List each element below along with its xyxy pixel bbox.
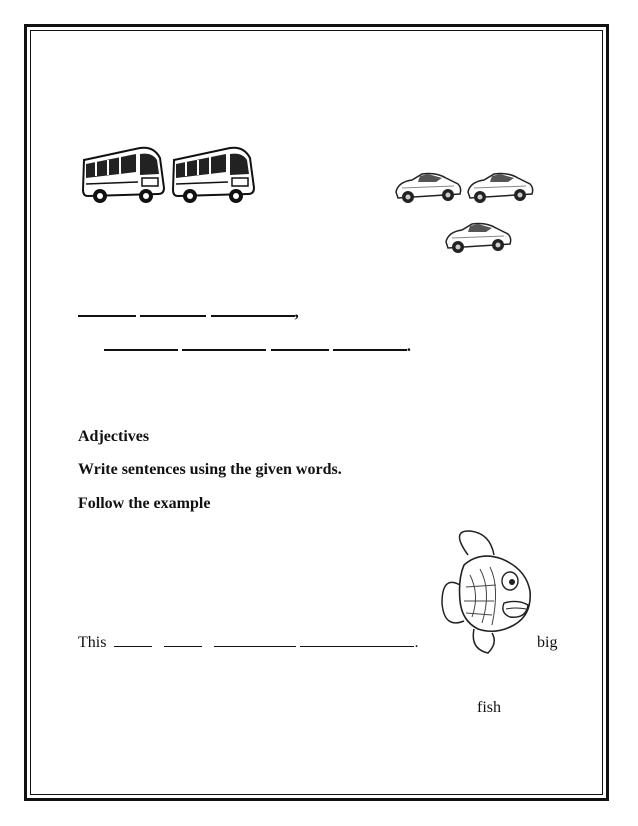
bus-icon [170, 142, 258, 206]
given-word-fish: fish [477, 699, 501, 716]
fish-icon [440, 525, 540, 655]
sentence-punctuation: . [414, 634, 419, 651]
section-title: Adjectives [78, 428, 150, 445]
line-punctuation: . [406, 336, 411, 355]
blank[interactable] [211, 314, 295, 317]
answer-line-2 [104, 336, 411, 356]
blank[interactable] [182, 348, 266, 351]
blank[interactable] [78, 314, 136, 317]
blank[interactable] [271, 348, 329, 351]
blank[interactable] [300, 645, 414, 647]
sports-car-icon [464, 168, 536, 206]
blank[interactable] [164, 645, 202, 647]
blank[interactable] [114, 645, 152, 647]
sports-car-icon [442, 218, 514, 256]
sports-car-icon [392, 168, 464, 206]
blank[interactable] [333, 348, 407, 351]
bus-icon [80, 142, 168, 206]
given-word-big: big [537, 634, 558, 651]
blank[interactable] [104, 348, 178, 351]
example-label: Follow the example [78, 495, 211, 512]
answer-line-1 [78, 302, 299, 322]
instruction-text: Write sentences using the given words. [78, 461, 342, 478]
blank[interactable] [214, 645, 296, 647]
line-punctuation: , [294, 302, 299, 321]
start-word: This [78, 634, 107, 651]
blank[interactable] [140, 314, 206, 317]
exercise-sentence [78, 634, 418, 652]
